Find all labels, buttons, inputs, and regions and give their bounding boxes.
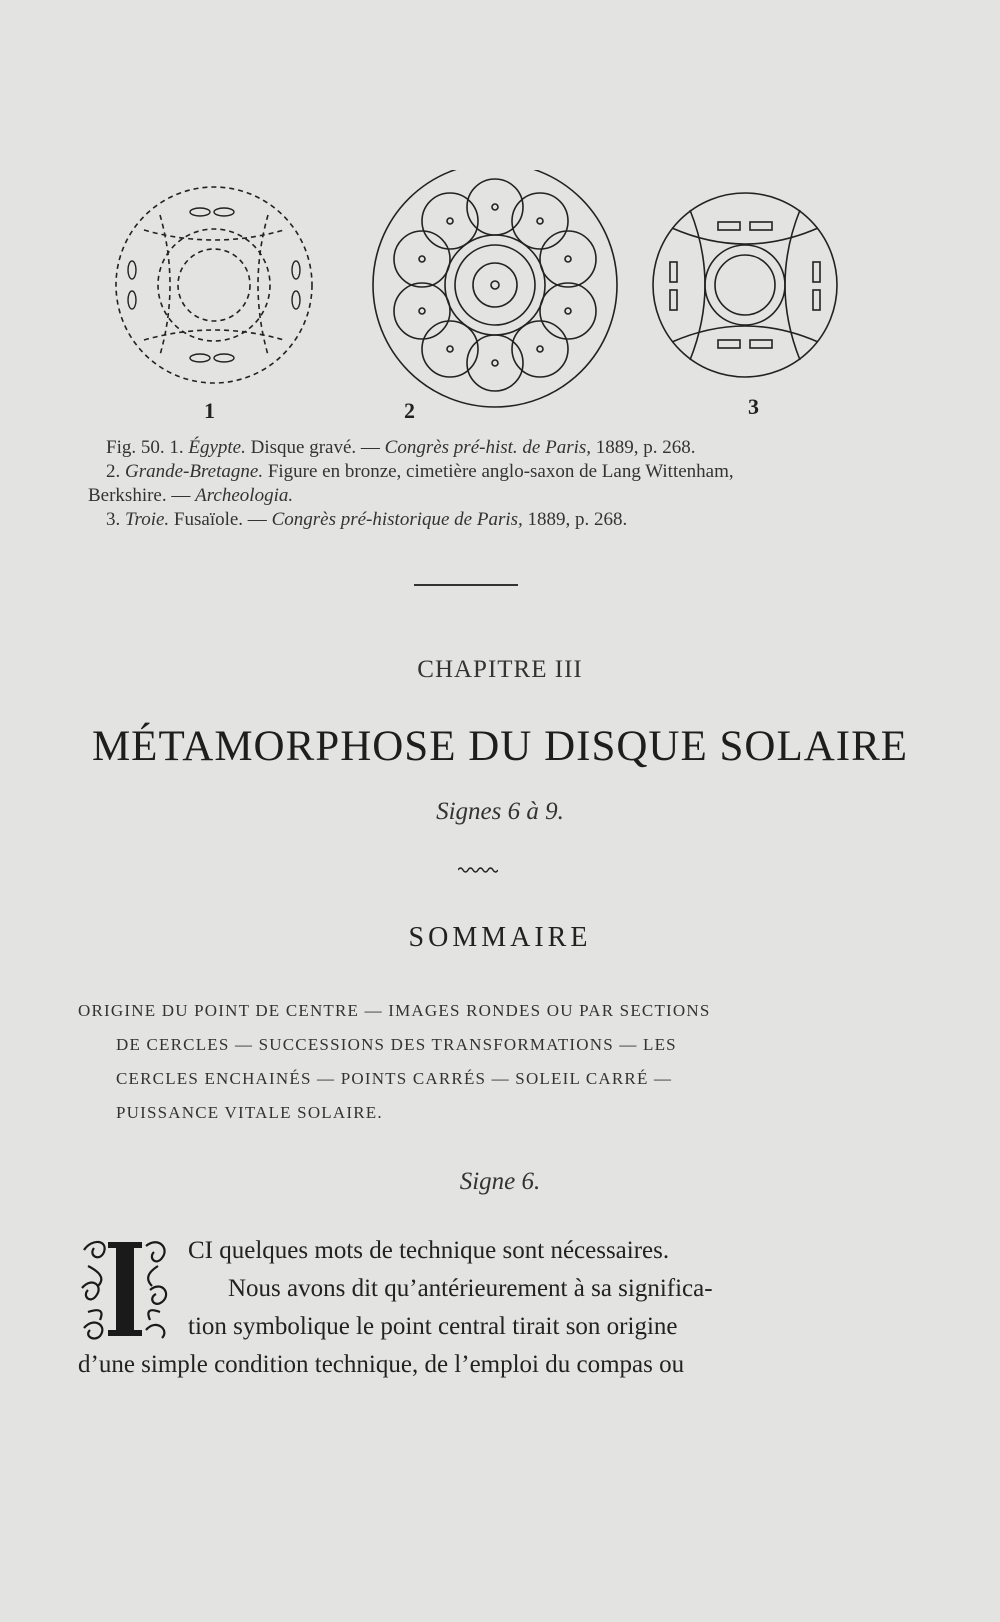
figure-1-marks [128,208,300,362]
figure-1-disc [116,187,312,383]
caption-page: 1889, p. 268. [527,509,628,530]
caption-text: Figure en bronze, cimetière anglo-saxon de Lang Wittenham, [267,461,734,482]
sommaire-line: DE CERCLES — SUCCESSIONS DES TRANSFORMATIONS — LES [116,1035,677,1054]
body-line-1: CI quelques mots de technique sont nécessaires. [188,1237,670,1264]
caption-line-3 [88,484,858,508]
caption-page: 1889, p. 268. [595,437,696,458]
figure-3-disc [653,193,837,377]
body-line-3: tion symbolique le point central tirait son origine [188,1313,678,1340]
section-title: Signe 6. [459,1168,541,1195]
caption-line-2 [88,460,858,484]
body-line-4: d’une simple condition technique, de l’emploi du compas ou [78,1351,685,1378]
caption-number: 2. [106,461,121,482]
body-line-2: Nous avons dit qu’antérieurement à sa significa- [228,1275,713,1302]
figure-label-2: 2 [404,398,415,423]
sommaire-heading: SOMMAIRE [408,922,592,953]
figure-label-3: 3 [748,394,759,419]
caption-place: Troie. [125,509,170,530]
caption-line-4 [88,508,858,532]
disc-illustrations [100,170,860,430]
section-divider [414,584,518,586]
ornamental-initial-icon [78,1236,172,1342]
caption-reference: Archeologia. [195,485,294,506]
chapter-title: MÉTAMORPHOSE DU DISQUE SOLAIRE [91,723,909,770]
caption-number: 3. [106,509,121,530]
caption-text: Fusaïole. — [173,509,267,530]
sommaire-list [78,994,842,1130]
chapter-subtitle: Signes 6 à 9. [436,798,564,825]
figure-label-1: 1 [204,398,215,423]
sommaire-line: PUISSANCE VITALE SOLAIRE. [116,1103,383,1122]
caption-reference: Congrès pré-historique de Paris, [271,509,523,530]
caption-line-1 [88,436,858,460]
sommaire-line: CERCLES ENCHAINÉS — POINTS CARRÉS — SOLEIL CARRÉ — [116,1069,673,1088]
sommaire-line: ORIGINE DU POINT DE CENTRE — IMAGES RONDES OU PAR SECTIONS [78,1001,711,1020]
chapter-label: CHAPITRE III [417,656,583,683]
figure-caption [88,436,858,532]
caption-place: Égypte. [188,437,246,458]
caption-reference: Congrès pré-hist. de Paris, [384,437,592,458]
figure-2-disc [373,170,617,407]
caption-text: Berkshire. — [88,485,191,506]
caption-place: Grande-Bretagne. [125,461,264,482]
caption-text: Disque gravé. — [250,437,380,458]
caption-number: Fig. 50. 1. [106,437,184,458]
wavy-ornament [458,866,498,874]
figure-50 [100,170,860,430]
